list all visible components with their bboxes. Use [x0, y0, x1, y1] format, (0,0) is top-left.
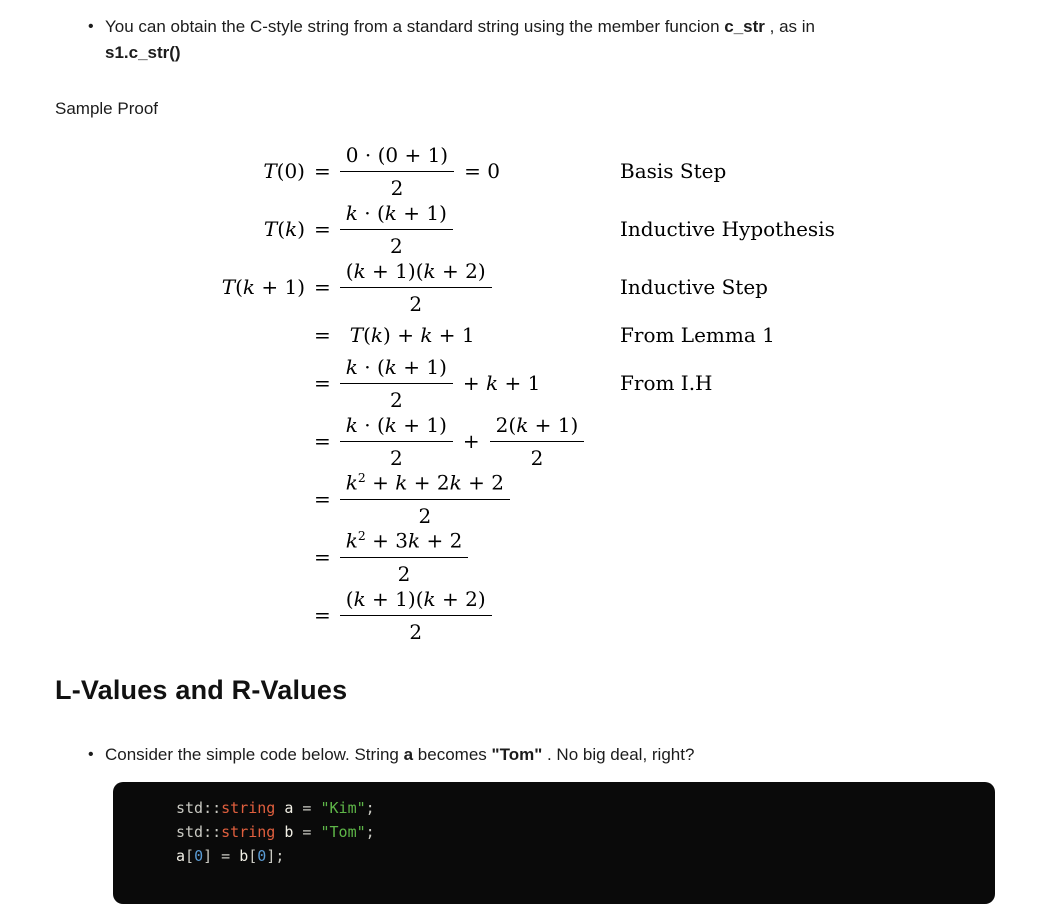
proof-row [0, 200, 1057, 258]
code-token-string: "Kim" [320, 799, 366, 817]
fraction-denominator: 2 [389, 445, 403, 470]
equals-sign: = [314, 275, 331, 299]
equals-sign: = [314, 487, 331, 511]
proof-lhs: T(k + 1) [221, 275, 305, 299]
fraction-denominator: 2 [418, 503, 432, 528]
code-token-plain: = [212, 847, 240, 865]
consider-bullet [88, 742, 1057, 768]
consider-pre: Consider the simple code below. String [105, 745, 404, 764]
sample-proof-label: Sample Proof [55, 99, 158, 118]
code-token-plain: = [293, 799, 321, 817]
code-token-string: "Tom" [320, 823, 366, 841]
consider-bold-tom: "Tom" [491, 745, 543, 764]
proof-annotation: From I.H [620, 371, 713, 395]
intro-line1-pre: You can obtain the C-style string from a standard string using the member funcion [105, 17, 725, 36]
code-line [176, 844, 975, 868]
fraction-numerator: $k^2 + 3k + 2$ [340, 528, 469, 558]
code-token-plain: ; [365, 823, 375, 841]
fraction-denominator: 2 [409, 619, 423, 644]
intro-bullet [88, 14, 1057, 66]
intro-line2 [105, 40, 815, 66]
code-token-name: b [284, 823, 294, 841]
fraction-numerator: k · (k + 1) [340, 201, 453, 230]
code-token-name: a [176, 847, 186, 865]
fraction-numerator: 0 · (0 + 1) [340, 143, 454, 172]
fraction-numerator: k · (k + 1) [340, 413, 453, 442]
fraction [490, 413, 585, 470]
fraction [340, 355, 453, 412]
equals-sign: = [314, 545, 331, 569]
fraction [340, 143, 454, 200]
math-text: T(k) + k + 1 [349, 323, 475, 347]
proof-annotation: Basis Step [620, 159, 727, 183]
proof-row [0, 354, 1057, 412]
fraction [340, 413, 453, 470]
fraction-numerator: 2(k + 1) [490, 413, 585, 442]
intro-bullet-text [105, 14, 815, 66]
fraction-denominator: 2 [390, 175, 404, 200]
section-heading: L-Values and R-Values [55, 675, 348, 705]
inline-code-s1cstr: s1.c_str() [105, 43, 181, 62]
equals-sign: = [314, 217, 331, 241]
code-token-plain: std:: [176, 823, 222, 841]
consider-bold-a: a [403, 745, 414, 764]
bullet-icon: • [88, 746, 94, 763]
code-token-plain: ] [203, 847, 213, 865]
equals-sign: = [314, 603, 331, 627]
fraction-numerator: k · (k + 1) [340, 355, 453, 384]
fraction [340, 528, 469, 586]
code-token-plain: ] [266, 847, 276, 865]
code-block [113, 782, 995, 904]
proof-annotation: From Lemma 1 [620, 323, 775, 347]
code-line [176, 820, 975, 844]
inline-code-cstr: c_str [724, 17, 765, 36]
code-token-plain: ; [365, 799, 375, 817]
proof-row [0, 470, 1057, 528]
fraction-denominator: 2 [530, 445, 544, 470]
code-token-number: 0 [194, 847, 204, 865]
equals-sign: = [314, 323, 331, 347]
fraction [340, 201, 453, 258]
code-line [176, 796, 975, 820]
proof-lhs: T(0) [263, 159, 305, 183]
proof-row [0, 412, 1057, 470]
proof-row [0, 528, 1057, 586]
consider-mid: becomes [413, 745, 492, 764]
proof-block [0, 142, 1057, 644]
fraction-denominator: 2 [389, 387, 403, 412]
equals-sign: = [314, 159, 331, 183]
proof-lhs: T(k) [263, 217, 305, 241]
proof-annotation: Inductive Step [620, 275, 768, 299]
code-token-plain: [ [185, 847, 195, 865]
code-token-number: 0 [257, 847, 267, 865]
code-token-plain: = [293, 823, 321, 841]
fraction-denominator: 2 [397, 561, 411, 586]
proof-annotation: Inductive Hypothesis [620, 217, 835, 241]
fraction-numerator: (k + 1)(k + 2) [340, 587, 492, 616]
code-token-plain: [ [248, 847, 258, 865]
equals-sign: = [314, 429, 331, 453]
fraction [340, 259, 492, 316]
consider-post: . No big deal, right? [542, 745, 695, 764]
code-token-plain: std:: [176, 799, 222, 817]
equals-sign: = [314, 371, 331, 395]
code-token-name: b [239, 847, 249, 865]
intro-line1 [105, 14, 815, 40]
code-token-name: a [284, 799, 294, 817]
fraction-numerator: $k^2 + k + 2k + 2$ [340, 470, 510, 500]
intro-line1-post: , as in [764, 17, 815, 36]
math-text: + k + 1 [462, 371, 541, 395]
consider-bullet-text [105, 742, 694, 768]
bullet-icon: • [88, 18, 94, 35]
code-token-keyword: string [221, 799, 276, 817]
code-token-plain: ; [275, 847, 285, 865]
code-token-keyword: string [221, 823, 276, 841]
fraction [340, 470, 510, 528]
fraction [340, 587, 492, 644]
fraction-denominator: 2 [389, 233, 403, 258]
proof-row [0, 142, 1057, 200]
math-text: + [462, 429, 480, 453]
math-text: = 0 [464, 159, 500, 183]
fraction-numerator: (k + 1)(k + 2) [340, 259, 492, 288]
proof-row [0, 586, 1057, 644]
fraction-denominator: 2 [409, 291, 423, 316]
proof-row [0, 258, 1057, 316]
proof-row [0, 316, 1057, 354]
